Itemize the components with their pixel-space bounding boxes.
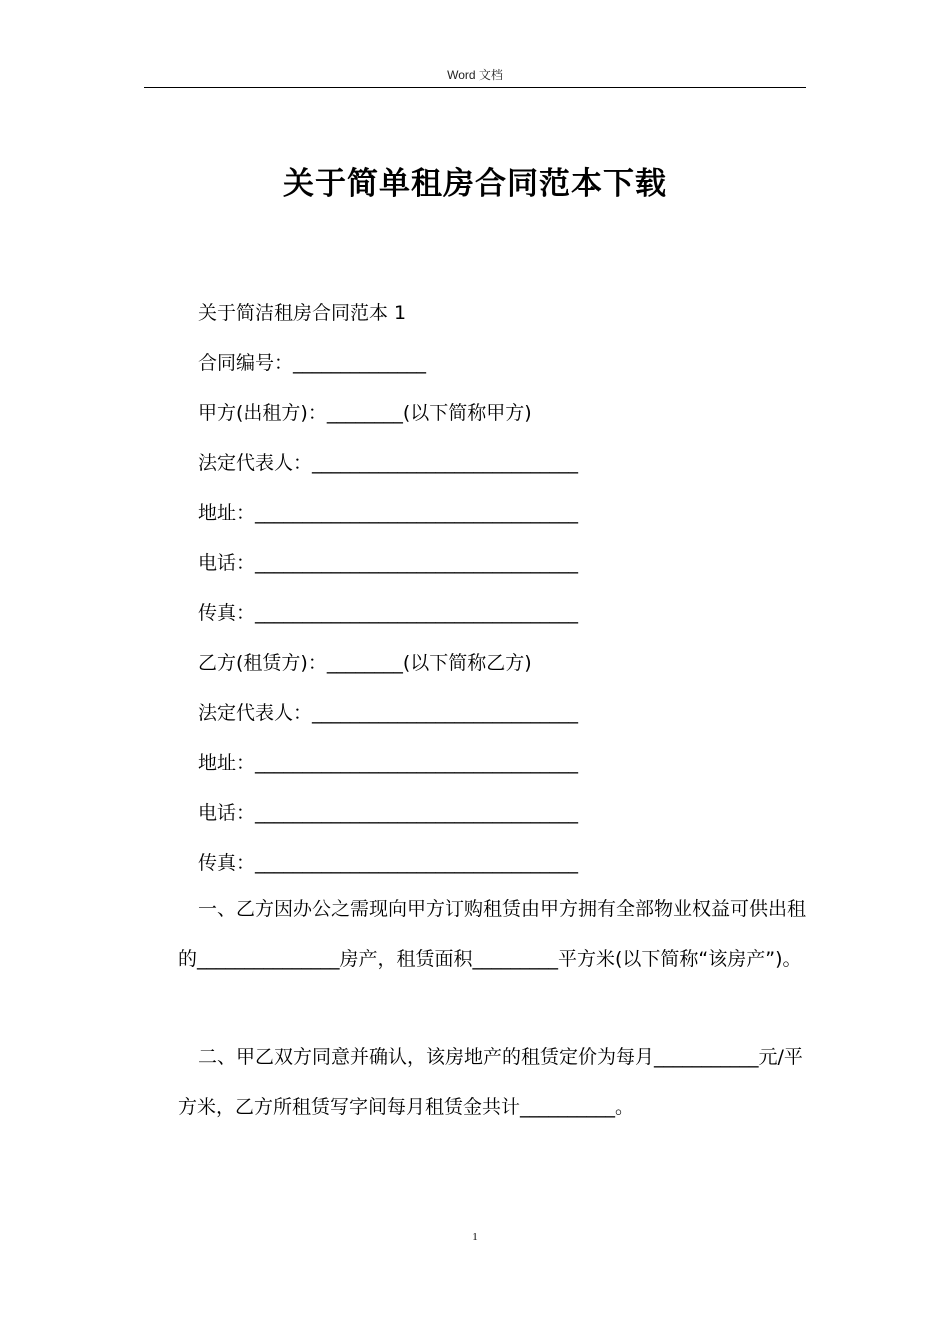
clause-two-paragraph: 二、甲乙双方同意并确认，该房地产的租赁定价为每月___________元/平方米，乙方所租赁写字间每月租赁金共计__________。 <box>178 1046 803 1118</box>
party-a-address-line: 地址：__________________________________ <box>198 502 579 524</box>
contract-subtitle: 关于简洁租房合同范本 1 <box>198 302 407 324</box>
document-title: 关于简单租房合同范本下载 <box>283 166 667 202</box>
header-divider <box>144 87 806 88</box>
page-number: 1 <box>472 1231 478 1243</box>
party-b-representative-line: 法定代表人：____________________________ <box>198 702 579 724</box>
party-a-representative-line: 法定代表人：____________________________ <box>198 452 579 474</box>
page-header: Word 文档 <box>447 68 503 82</box>
party-b-fax-line: 传真：__________________________________ <box>198 852 579 874</box>
party-b-address-line: 地址：__________________________________ <box>198 752 579 774</box>
party-b-phone-line: 电话：__________________________________ <box>198 802 579 824</box>
party-a-phone-line: 电话：__________________________________ <box>198 552 579 574</box>
contract-number-line: 合同编号：______________ <box>198 352 427 374</box>
clause-one-paragraph: 一、乙方因办公之需现向甲方订购租赁由甲方拥有全部物业权益可供出租的_______________房产，租赁面积_________平方米(以下简称“该房产”)。 <box>178 898 807 970</box>
party-a-line: 甲方(出租方)：________(以下简称甲方) <box>198 402 532 424</box>
party-b-line: 乙方(租赁方)：________(以下简称乙方) <box>198 652 532 674</box>
party-a-fax-line: 传真：__________________________________ <box>198 602 579 624</box>
